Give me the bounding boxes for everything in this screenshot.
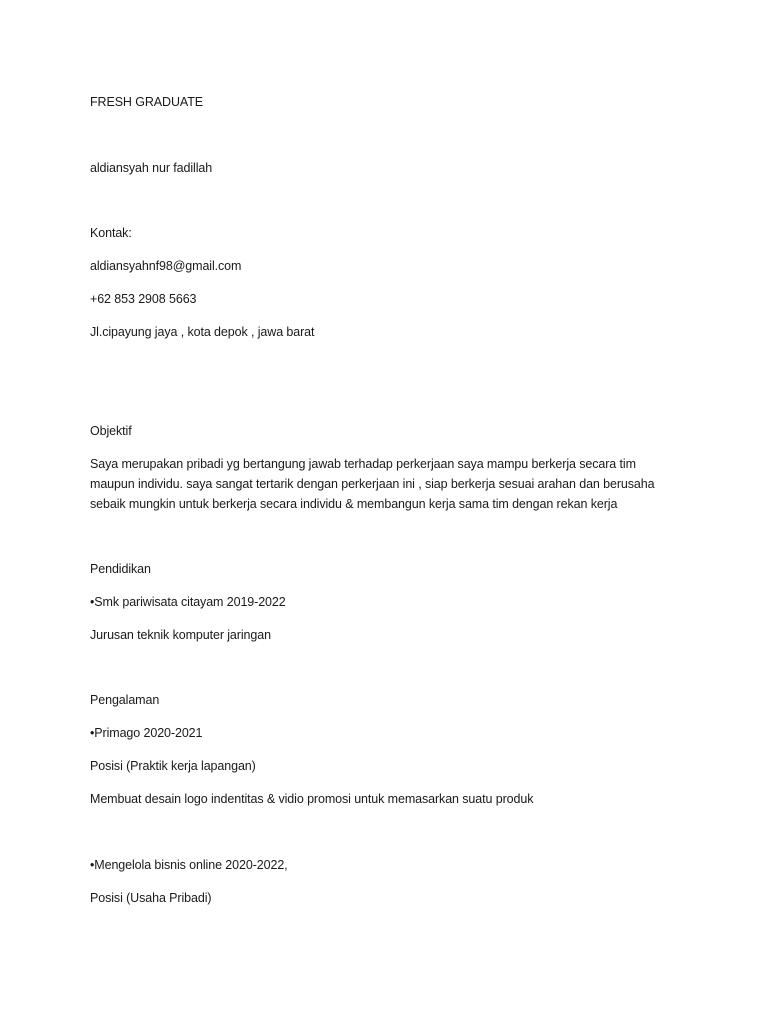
objective-line: maupun individu. saya sangat tertarik dengan perkerjaan ini , siap berkerja sesuai arahan dan berusaha [90,477,655,491]
contact-email: aldiansyahnf98@gmail.com [90,259,242,273]
headline: FRESH GRADUATE [90,95,203,109]
education-major: Jurusan teknik komputer jaringan [90,628,271,642]
objective-line: Saya merupakan pribadi yg bertangung jawab terhadap perkerjaan saya mampu berkerja secara tim [90,457,636,471]
objective-heading: Objektif [90,424,132,438]
objective-line: sebaik mungkin untuk berkerja secara individu & membangun kerja sama tim dengan rekan kerja [90,497,618,511]
candidate-name: aldiansyah nur fadillah [90,161,213,175]
contact-phone: +62 853 2908 5663 [90,292,197,306]
experience-heading: Pengalaman [90,693,160,707]
education-heading: Pendidikan [90,562,151,576]
experience-position: Posisi (Usaha Pribadi) [90,891,212,905]
contact-address: Jl.cipayung jaya , kota depok , jawa barat [90,325,315,339]
education-school: •Smk pariwisata citayam 2019-2022 [90,595,286,609]
contact-heading: Kontak: [90,226,132,240]
objective-paragraph [90,454,680,514]
experience-description: Membuat desain logo indentitas & vidio promosi untuk memasarkan suatu produk [90,792,534,806]
experience-position: Posisi (Praktik kerja lapangan) [90,759,256,773]
experience-title: •Primago 2020-2021 [90,726,203,740]
experience-title: •Mengelola bisnis online 2020-2022, [90,858,288,872]
